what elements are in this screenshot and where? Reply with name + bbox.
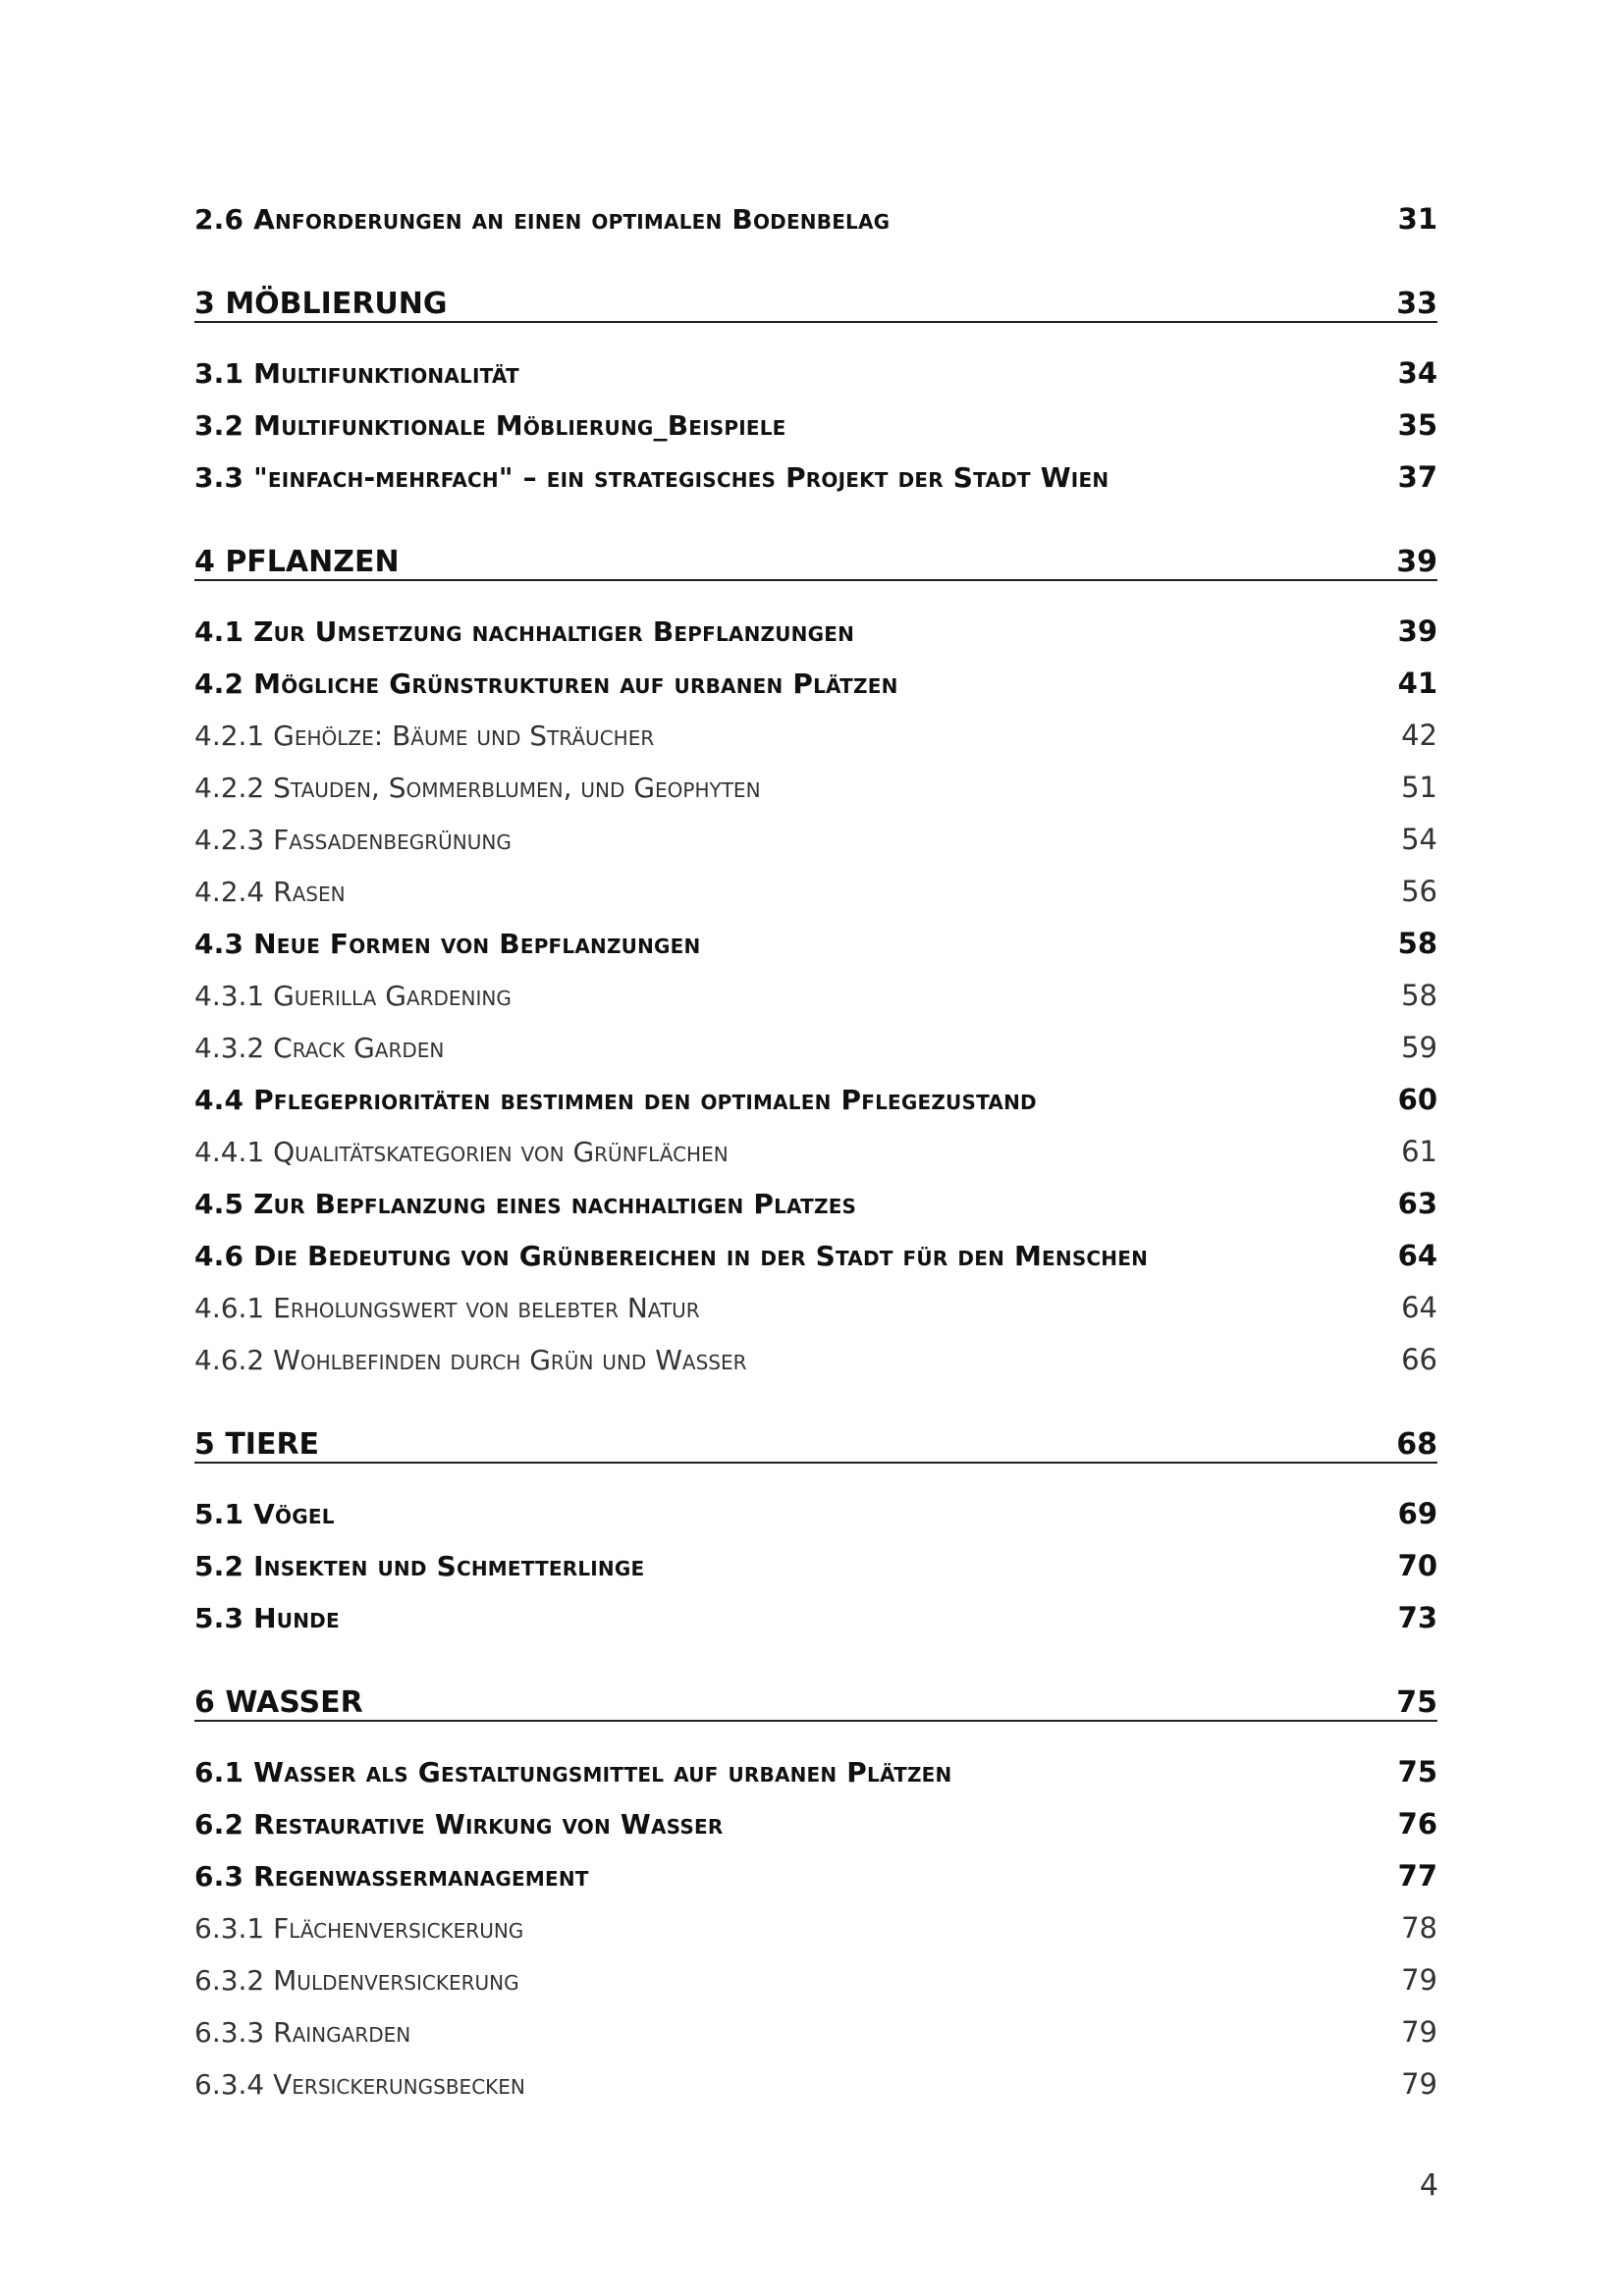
toc-entry-title: 3.2 Multifunktionale Möblierung_Beispiele — [194, 409, 786, 442]
toc-entry-page: 66 — [1401, 1343, 1437, 1376]
toc-entry[interactable] — [194, 2059, 1437, 2099]
toc-entry-title: 6.1 Wasser als Gestaltungsmittel auf urbanen Plätzen — [194, 1756, 952, 1789]
toc-entry-title: 5.3 Hunde — [194, 1602, 340, 1634]
toc-entry-title: 4.2.3 Fassadenbegrünung — [194, 824, 512, 856]
toc-entry-page: 68 — [1396, 1427, 1437, 1462]
toc-entry[interactable] — [194, 815, 1437, 854]
toc-entry-title: 4.1 Zur Umsetzung nachhaltiger Bepflanzungen — [194, 615, 855, 648]
toc-entry-title: 6.3.4 Versickerungsbecken — [194, 2068, 525, 2101]
toc-entry-page: 79 — [1401, 2015, 1437, 2049]
toc-entry[interactable] — [194, 1593, 1437, 1632]
toc-entry[interactable] — [194, 1903, 1437, 1943]
toc-entry[interactable] — [194, 919, 1437, 958]
toc-entry[interactable] — [194, 1489, 1437, 1528]
toc-entry-title: 4.2.1 Gehölze: Bäume und Sträucher — [194, 720, 655, 752]
toc-entry[interactable] — [194, 1335, 1437, 1374]
toc-entry[interactable] — [194, 1851, 1437, 1891]
toc-chapter[interactable] — [194, 538, 1437, 581]
toc-entry[interactable] — [194, 194, 1437, 234]
page-number: 4 — [1419, 2168, 1438, 2203]
toc-entry-page: 39 — [1396, 545, 1437, 579]
toc-entry-page: 42 — [1401, 719, 1437, 752]
toc-entry-page: 54 — [1401, 823, 1437, 856]
toc-entry-page: 59 — [1401, 1031, 1437, 1064]
toc-entry-page: 58 — [1401, 979, 1437, 1012]
toc-entry-page: 64 — [1401, 1291, 1437, 1324]
toc-entry-title: 4.6 Die Bedeutung von Grünbereichen in der Stadt für den Menschen — [194, 1240, 1149, 1272]
toc-entry[interactable] — [194, 1283, 1437, 1322]
toc-entry-page: 60 — [1397, 1083, 1437, 1116]
toc-entry[interactable] — [194, 400, 1437, 440]
toc-entry-title: 6.3.1 Flächenversickerung — [194, 1912, 524, 1945]
toc-entry[interactable] — [194, 453, 1437, 492]
toc-entry[interactable] — [194, 1179, 1437, 1218]
toc-entry-title: 5 TIERE — [194, 1427, 320, 1462]
toc-entry[interactable] — [194, 1075, 1437, 1114]
toc-entry[interactable] — [194, 659, 1437, 698]
toc-entry[interactable] — [194, 1541, 1437, 1580]
toc-entry-title: 4.6.1 Erholungswert von belebter Natur — [194, 1292, 700, 1324]
toc-entry[interactable] — [194, 1231, 1437, 1270]
toc-entry[interactable] — [194, 1747, 1437, 1787]
toc-entry[interactable] — [194, 867, 1437, 906]
toc-entry-page: 70 — [1397, 1549, 1437, 1582]
toc-entry-page: 61 — [1401, 1135, 1437, 1168]
toc-entry-title: 5.2 Insekten und Schmetterlinge — [194, 1550, 645, 1582]
toc-entry[interactable] — [194, 1127, 1437, 1166]
toc-entry-page: 75 — [1397, 1755, 1437, 1789]
toc-entry[interactable] — [194, 2007, 1437, 2047]
table-of-contents — [194, 0, 1437, 2296]
toc-entry-page: 31 — [1397, 202, 1437, 236]
toc-entry[interactable] — [194, 1023, 1437, 1062]
toc-entry-page: 35 — [1397, 408, 1437, 442]
toc-entry-title: 4.4 Pflegeprioritäten bestimmen den optimalen Pflegezustand — [194, 1084, 1037, 1116]
toc-entry-title: 2.6 Anforderungen an einen optimalen Bodenbelag — [194, 203, 891, 236]
toc-entry-page: 78 — [1401, 1911, 1437, 1945]
toc-entry-title: 3.1 Multifunktionalität — [194, 357, 519, 390]
toc-chapter[interactable] — [194, 280, 1437, 323]
toc-entry-title: 6.3 Regenwassermanagement — [194, 1860, 589, 1893]
toc-entry-title: 4.4.1 Qualitätskategorien von Grünflächen — [194, 1136, 729, 1168]
toc-entry-title: 6 WASSER — [194, 1685, 363, 1720]
toc-entry[interactable] — [194, 1799, 1437, 1839]
toc-entry-title: 6.3.2 Muldenversickerung — [194, 1964, 519, 1997]
toc-entry-title: 4.3.1 Guerilla Gardening — [194, 980, 512, 1012]
toc-entry-page: 76 — [1397, 1807, 1437, 1841]
toc-entry[interactable] — [194, 711, 1437, 750]
toc-entry-title: 4.2 Mögliche Grünstrukturen auf urbanen Plätzen — [194, 667, 898, 700]
toc-entry-title: 5.1 Vögel — [194, 1498, 335, 1530]
toc-entry-page: 58 — [1397, 927, 1437, 960]
toc-entry-title: 4 PFLANZEN — [194, 545, 400, 579]
toc-entry-page: 39 — [1397, 614, 1437, 648]
toc-entry-page: 63 — [1397, 1187, 1437, 1220]
toc-entry-title: 4.5 Zur Bepflanzung eines nachhaltigen Platzes — [194, 1188, 857, 1220]
toc-chapter[interactable] — [194, 1679, 1437, 1722]
toc-chapter[interactable] — [194, 1420, 1437, 1464]
toc-entry-title: 4.2.4 Rasen — [194, 876, 346, 908]
toc-entry-title: 4.3.2 Crack Garden — [194, 1032, 445, 1064]
toc-entry-page: 73 — [1397, 1601, 1437, 1634]
toc-entry-page: 69 — [1397, 1497, 1437, 1530]
toc-entry-page: 51 — [1401, 771, 1437, 804]
toc-entry-title: 3 MÖBLIERUNG — [194, 287, 448, 321]
toc-entry-title: 3.3 "einfach-mehrfach" – ein strategisches Projekt der Stadt Wien — [194, 461, 1109, 494]
toc-entry[interactable] — [194, 607, 1437, 646]
toc-entry-title: 4.2.2 Stauden, Sommerblumen, und Geophyten — [194, 772, 761, 804]
toc-entry-title: 4.3 Neue Formen von Bepflanzungen — [194, 928, 701, 960]
toc-entry-title: 6.3.3 Raingarden — [194, 2016, 411, 2049]
toc-entry-title: 6.2 Restaurative Wirkung von Wasser — [194, 1808, 724, 1841]
toc-entry-page: 79 — [1401, 1963, 1437, 1997]
toc-entry-page: 33 — [1396, 287, 1437, 321]
toc-entry-title: 4.6.2 Wohlbefinden durch Grün und Wasser — [194, 1344, 747, 1376]
toc-entry-page: 79 — [1401, 2067, 1437, 2101]
toc-entry-page: 56 — [1401, 875, 1437, 908]
toc-entry[interactable] — [194, 971, 1437, 1010]
toc-entry[interactable] — [194, 763, 1437, 802]
toc-entry-page: 41 — [1397, 667, 1437, 700]
toc-entry-page: 64 — [1397, 1239, 1437, 1272]
toc-entry-page: 34 — [1397, 356, 1437, 390]
toc-entry[interactable] — [194, 1955, 1437, 1995]
toc-entry-page: 37 — [1397, 460, 1437, 494]
toc-entry[interactable] — [194, 348, 1437, 388]
toc-entry-page: 75 — [1396, 1685, 1437, 1720]
toc-entry-page: 77 — [1397, 1859, 1437, 1893]
